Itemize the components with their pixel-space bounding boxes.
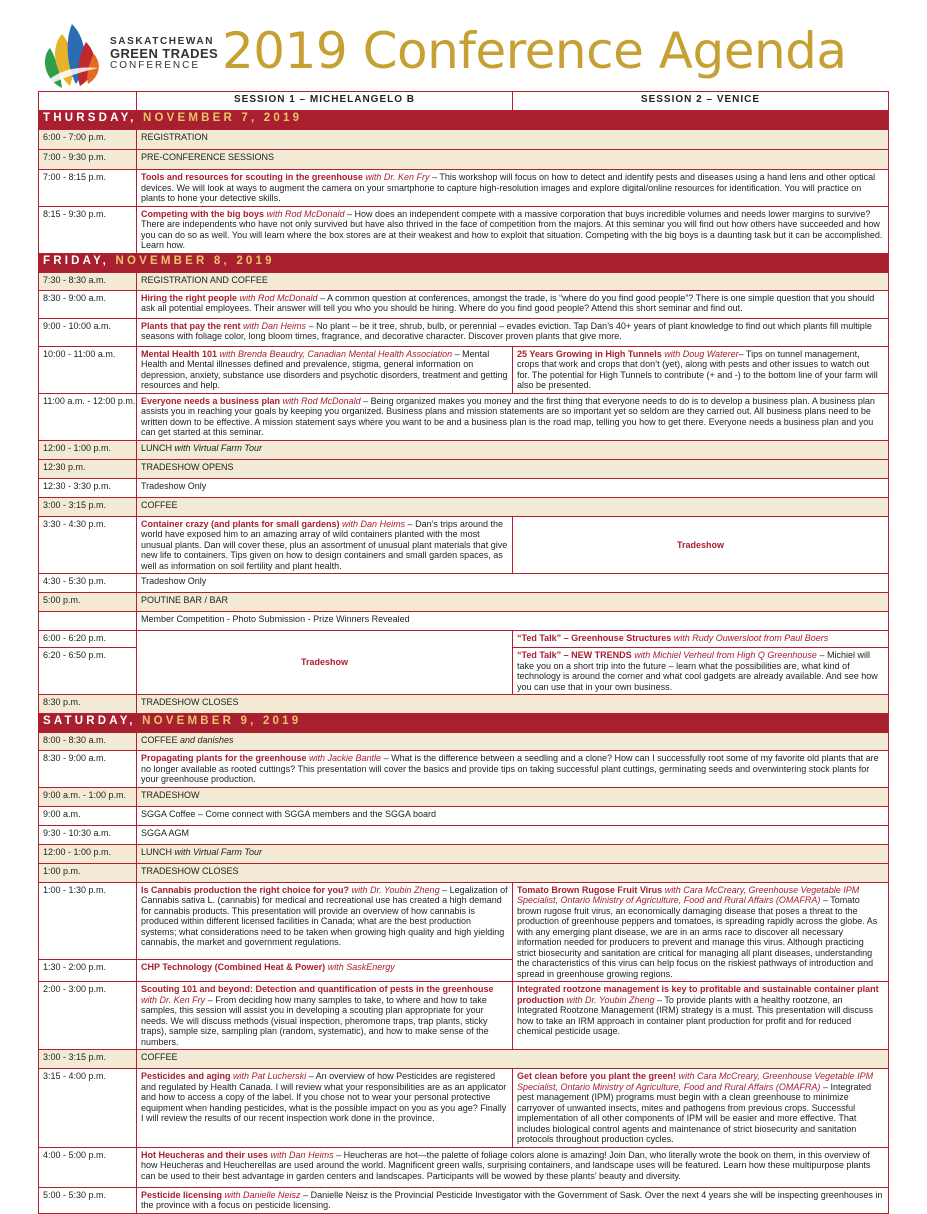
session-title: Pesticides and aging xyxy=(141,1071,231,1081)
session-2-entry xyxy=(513,882,889,982)
session-title: Hot Heucheras and their uses xyxy=(141,1149,269,1160)
session-speaker: with Pat Lucherski xyxy=(230,1071,307,1081)
row-label: REGISTRATION AND COFFEE xyxy=(137,272,889,290)
row-label: TRADESHOW OPENS xyxy=(137,459,889,478)
row-time xyxy=(39,612,137,631)
session-description: – From deciding how many samples to take, to where and how to take samples, this session will assist you in developing a scouting plan appropriate for your needs. We will discuss methods (visual inspection, pheromone traps, trap plants, sticky traps), sample size, sampling plan (random, systematic), and how to make sense of the numbers. xyxy=(141,994,489,1047)
org-line-2: GREEN TRADES xyxy=(110,46,219,61)
session-description: – Danielle Neisz is the Provincial Pesticide Investigator with the Government of Sask. Over the next 4 years she will be inspecting greenhouses in the province with a focus on pesticide licensing. xyxy=(141,1189,883,1210)
row-time: 3:00 - 3:15 p.m. xyxy=(39,497,137,516)
agenda-row xyxy=(39,1050,889,1069)
tradeshow-block: Tradeshow xyxy=(137,631,513,695)
agenda-row xyxy=(39,290,889,318)
session-speaker: with Dr. Ken Fry xyxy=(141,994,206,1005)
agenda-row xyxy=(39,844,889,863)
session-entry xyxy=(137,206,889,253)
agenda-row xyxy=(39,733,889,751)
session-description: – What is the difference between a seedling and a clone? How can I successfully root some of my favorite old plants that are no longer available as rooted cuttings? This presentation will cover the basics and provide tips on taking successful plant cuttings, germinating seeds and overwintering stock plants for your greenhouse production. xyxy=(141,753,879,784)
row-time: 8:30 p.m. xyxy=(39,695,137,714)
row-label xyxy=(137,440,889,459)
row-label: COFFEE xyxy=(137,497,889,516)
session-speaker: with Cara McCreary, Greenhouse Vegetable IPM Specialist, Ontario Ministry of Agriculture, Food and Rural Affairs (OMAFRA) xyxy=(517,884,860,905)
row-time: 9:00 - 10:00 a.m. xyxy=(39,318,137,346)
sggtc-leaf-logo xyxy=(36,20,104,92)
agenda-row xyxy=(39,882,889,960)
session-1-entry xyxy=(137,516,513,574)
agenda-row xyxy=(39,346,889,393)
row-label: Tradeshow Only xyxy=(137,574,889,593)
row-time: 11:00 a.m. - 12:00 p.m. xyxy=(39,393,137,440)
row-time: 8:00 - 8:30 a.m. xyxy=(39,733,137,751)
day-header-saturday xyxy=(39,714,889,733)
agenda-row xyxy=(39,478,889,497)
time-column-header xyxy=(39,92,137,111)
agenda-row xyxy=(39,806,889,825)
day-date: NOVEMBER 8, 2019 xyxy=(115,254,275,267)
session-title: “Ted Talk” – Greenhouse Structures xyxy=(517,633,672,643)
session-speaker: with Rod McDonald xyxy=(237,292,318,303)
agenda-row xyxy=(39,574,889,593)
row-time: 8:30 - 9:00 a.m. xyxy=(39,290,137,318)
session-title: Scouting 101 and beyond: Detection and quantification of pests in the greenhouse xyxy=(141,984,494,994)
row-time: 9:30 - 10:30 a.m. xyxy=(39,825,137,844)
row-time: 9:00 a.m. xyxy=(39,806,137,825)
row-time: 9:00 a.m. - 1:00 p.m. xyxy=(39,787,137,806)
row-time: 1:00 p.m. xyxy=(39,863,137,882)
session-entry xyxy=(137,318,889,346)
row-time: 8:15 - 9:30 p.m. xyxy=(39,206,137,253)
session-description: – Mental Health and Mental illnesses defined and prevalence, stigma, general information on depression, anxiety, substance use disorders and psychotic disorders, treatment and getting resources and help. xyxy=(141,348,508,390)
session-description: – Michiel will take you on a short trip into the future – learn what the possibilities are, what kind of technology is around the corner and what cool gadgets are already available. And see how you can use that in your own business. xyxy=(517,650,878,692)
row-label: POUTINE BAR / BAR xyxy=(137,593,889,612)
row-label: Tradeshow Only xyxy=(137,478,889,497)
day-weekday: SATURDAY, xyxy=(43,715,136,727)
agenda-row xyxy=(39,1187,889,1213)
session-entry xyxy=(137,393,889,440)
session-description: – How does an independent compete with a massive corporation that buys incredible volumes and needs lower margins to survive? There are independents who have not only survived but have also thrived in the face of competition from the majors. At this seminar you will find out how others have succeeded and how you can do so as well. You will learn where the box stores are at their weakest and how to exploit that situation. Competing with the big boys is a daunting task but it can be accomplished. Learn how. xyxy=(141,208,883,250)
agenda-row xyxy=(39,440,889,459)
session-2-entry xyxy=(513,346,889,393)
session-description: – Heucheras are hot—the palette of foliage colors alone is amazing! Join Dan, who literally wrote the book on them, in this overview of how Heucheras and Heucherellas are used around the world. Magnificent green walls, surprising containers, and landscape uses will be featured. Learn how these multipurpose plants can be used to their best advantage in garden centers and landscapes. Participants will be wowed by these plants’ beauty and diversity. xyxy=(141,1149,871,1181)
row-label: TRADESHOW CLOSES xyxy=(137,863,889,882)
session-1-entry xyxy=(137,882,513,960)
session-2-entry xyxy=(513,631,889,648)
day-header-thursday xyxy=(39,111,889,130)
day-date: NOVEMBER 9, 2019 xyxy=(142,715,302,727)
row-time: 3:15 - 4:00 p.m. xyxy=(39,1069,137,1148)
agenda-row xyxy=(39,497,889,516)
session-2-entry xyxy=(513,1069,889,1148)
session-1-entry xyxy=(137,346,513,393)
row-label: TRADESHOW xyxy=(137,787,889,806)
row-time: 6:20 - 6:50 p.m. xyxy=(39,648,137,695)
session-speaker: with Rod McDonald xyxy=(280,395,361,406)
session-1-entry xyxy=(137,1069,513,1148)
row-time: 7:00 - 8:15 p.m. xyxy=(39,170,137,207)
org-line-1: SASKATCHEWAN xyxy=(110,36,215,47)
session-speaker: with Dan Heims xyxy=(268,1149,334,1160)
session-entry xyxy=(137,290,889,318)
header xyxy=(0,0,927,90)
row-time: 2:00 - 3:00 p.m. xyxy=(39,982,137,1050)
row-label: COFFEE xyxy=(137,1050,889,1069)
row-label-text: LUNCH xyxy=(141,846,173,857)
row-time: 12:30 p.m. xyxy=(39,459,137,478)
row-time: 5:00 p.m. xyxy=(39,593,137,612)
row-time: 3:00 - 3:15 p.m. xyxy=(39,1050,137,1069)
row-label: TRADESHOW CLOSES xyxy=(137,695,889,714)
session-title: CHP Technology (Combined Heat & Power) xyxy=(141,962,326,973)
agenda-row xyxy=(39,459,889,478)
agenda-table xyxy=(38,91,889,1214)
row-label: Member Competition - Photo Submission - Prize Winners Revealed xyxy=(137,612,889,631)
row-label-text: COFFEE xyxy=(141,735,178,745)
day-weekday: FRIDAY, xyxy=(43,254,110,267)
row-label xyxy=(137,844,889,863)
row-time: 12:00 - 1:00 p.m. xyxy=(39,440,137,459)
session-speaker: with Michiel Verheul from High Q Greenhouse xyxy=(631,650,817,660)
agenda-row xyxy=(39,1147,889,1187)
session-description: – Integrated pest management (IPM) programs must begin with a clean greenhouse to minimize carryover of unwanted insects, mites and pathogens from previous crops. Successful implementation of all other components of IPM will be easier and more effective. That includes biological control agents and maintenance of strict biosecurity and sanitation protocols throughout production cycles. xyxy=(517,1081,871,1144)
row-label-italic: with Virtual Farm Tour xyxy=(172,442,263,453)
row-time: 6:00 - 6:20 p.m. xyxy=(39,631,137,648)
agenda-row xyxy=(39,863,889,882)
session-title: Plants that pay the rent xyxy=(141,320,241,331)
session-entry xyxy=(137,1147,889,1187)
session-description: – A common question at conferences, amongst the trade, is “where do you find good people”? There is one simple question that you should ask all potential employees. Their answer will tell you who you should be hiring. Where do you find good people? Attend this short seminar and find out. xyxy=(141,292,875,313)
page-title: 2019 Conference Agenda xyxy=(222,22,847,80)
session-entry xyxy=(137,170,889,207)
session-title: 25 Years Growing in High Tunnels xyxy=(517,348,662,359)
session-speaker: with Cara McCreary, Greenhouse Vegetable IPM Specialist, Ontario Ministry of Agriculture, Food and Rural Affairs (OMAFRA) xyxy=(517,1071,874,1092)
agenda-row xyxy=(39,593,889,612)
row-label: PRE-CONFERENCE SESSIONS xyxy=(137,150,889,170)
row-time: 7:30 - 8:30 a.m. xyxy=(39,272,137,290)
session-title: Propagating plants for the greenhouse xyxy=(141,753,307,763)
session-speaker: with Jackie Bantle xyxy=(306,753,382,763)
session-description: – To provide plants with a healthy rootzone, an Integrated Rootzone Management (IRM) strategy is a must. This presentation will discuss how to take an IRM approach in container plant production for profit and for reduced chemical pesticide usage. xyxy=(517,994,873,1036)
row-label-text: LUNCH xyxy=(141,442,173,453)
row-label xyxy=(137,733,889,751)
session-speaker: with Dan Heims xyxy=(339,518,406,529)
row-time: 4:00 - 5:00 p.m. xyxy=(39,1147,137,1187)
session-speaker: with Dan Heims xyxy=(240,320,307,331)
day-weekday: THURSDAY, xyxy=(43,112,137,124)
session-1-entry xyxy=(137,982,513,1050)
day-date: NOVEMBER 7, 2019 xyxy=(142,112,303,124)
session-title: Integrated rootzone management is key to profitable and sustainable container plant production xyxy=(517,984,879,1005)
session-description: – No plant – be it tree, shrub, bulb, or perennial – evades eviction. Tap Dan’s 40+ years of plant knowledge to find out which plants fill multiple seasons with foliage color, long bloom times, fragrance, and decorative character. Discover proven plants that give more. xyxy=(141,320,872,341)
agenda-row xyxy=(39,130,889,150)
agenda-row xyxy=(39,516,889,574)
row-time: 6:00 - 7:00 p.m. xyxy=(39,130,137,150)
session-entry xyxy=(137,751,889,788)
agenda-row xyxy=(39,695,889,714)
row-time: 7:00 - 9:30 p.m. xyxy=(39,150,137,170)
session-1-header: SESSION 1 – MICHELANGELO B xyxy=(137,92,513,111)
tradeshow-block: Tradeshow xyxy=(513,516,889,574)
row-label: SGGA AGM xyxy=(137,825,889,844)
agenda-row xyxy=(39,1069,889,1148)
agenda-row xyxy=(39,751,889,788)
session-title: Container crazy (and plants for small gardens) xyxy=(141,518,340,529)
row-time: 12:30 - 3:30 p.m. xyxy=(39,478,137,497)
session-header-row xyxy=(39,92,889,111)
row-label-italic: with Virtual Farm Tour xyxy=(172,846,263,857)
session-title: “Ted Talk” – NEW TRENDS xyxy=(517,650,632,660)
session-title: Hiring the right people xyxy=(141,292,237,303)
agenda-row xyxy=(39,393,889,440)
session-description: – Being organized makes you money and the first thing that everyone needs to do is to develop a business plan. A business plan assists you in reaching your goals by keeping you organized. Business plans and mission statements are so important yet so seldom are they carried out. All business plans need to be written down to be effective. A mission statement says where you want to be and a business plan is the road map, telling you how to get there. Everyone needs a business plan and you can get started at this seminar. xyxy=(141,395,875,437)
organization-name xyxy=(110,36,218,72)
row-time: 4:30 - 5:30 p.m. xyxy=(39,574,137,593)
agenda-row xyxy=(39,206,889,253)
row-time: 8:30 - 9:00 a.m. xyxy=(39,751,137,788)
row-time: 5:00 - 5:30 p.m. xyxy=(39,1187,137,1213)
session-description: – This workshop will focus on how to detect and identify pests and diseases using a hand lens and other optical devices. We will look at ways to augment the camera on your smartphone to capture high-resolution images and explore digital/online resources for identification. You will practice on plants to hone your detective skills. xyxy=(141,172,876,203)
agenda-row xyxy=(39,982,889,1050)
session-speaker: with Rod McDonald xyxy=(264,208,345,219)
row-time: 1:00 - 1:30 p.m. xyxy=(39,882,137,960)
session-2-entry xyxy=(513,982,889,1050)
session-speaker: with Dr. Ken Fry xyxy=(362,172,430,182)
session-speaker: with SaskEnergy xyxy=(325,962,395,973)
agenda-row xyxy=(39,631,889,648)
session-entry xyxy=(137,1187,889,1213)
org-line-3: CONFERENCE xyxy=(110,60,201,71)
session-title: Competing with the big boys xyxy=(141,208,264,219)
session-speaker: with Dr. Youbin Zheng xyxy=(349,884,440,895)
session-title: Is Cannabis production the right choice for you? xyxy=(141,884,350,895)
agenda-row xyxy=(39,318,889,346)
row-time: 12:00 - 1:00 p.m. xyxy=(39,844,137,863)
session-2-header: SESSION 2 – VENICE xyxy=(513,92,889,111)
agenda-row xyxy=(39,825,889,844)
session-title: Tomato Brown Rugose Fruit Virus xyxy=(517,884,663,895)
agenda-row xyxy=(39,787,889,806)
session-1-entry xyxy=(137,960,513,982)
agenda-row xyxy=(39,272,889,290)
session-title: Tools and resources for scouting in the greenhouse xyxy=(141,172,363,182)
session-title: Get clean before you plant the green! xyxy=(517,1071,677,1081)
session-speaker: with Danielle Neisz xyxy=(222,1189,301,1200)
session-description: – Tips on tunnel management, crops that work and crops that don’t (yet), along with pests and other issues to watch out for. The potential for High Tunnels to contribute (+ and -) to the bottom line of your farm will also be presented. xyxy=(517,348,878,390)
session-speaker: with Dr. Youbin Zheng xyxy=(564,994,655,1005)
session-description: – An overview of how Pesticides are registered and regulated by Health Canada. I will review what your responsibilities are as an applicator and how to access a copy of the label. If you chose not to wear your personal protective equipment when handing pesticides, what is the possible impact on you as you age? Finally I will review the results of our recent inspection work done in the province. xyxy=(141,1071,507,1123)
agenda-row xyxy=(39,150,889,170)
row-time: 1:30 - 2:00 p.m. xyxy=(39,960,137,982)
session-2-entry xyxy=(513,648,889,695)
session-speaker: with Brenda Beaudry, Canadian Mental Health Association xyxy=(217,348,453,359)
row-label: REGISTRATION xyxy=(137,130,889,150)
session-title: Everyone needs a business plan xyxy=(141,395,281,406)
row-label-italic: and danishes xyxy=(177,735,234,745)
agenda-row xyxy=(39,170,889,207)
session-description: – Tomato brown rugose fruit virus, an economically damaging disease that poses a threat to the production of greenhouse peppers and tomatoes, is spreading rapidly across the globe. As with any emerging plant disease, we are in an arms race to discover all necessary information needed for producers to prevent and manage this virus. Although practicing strict biosecurity and sanitation are critical for managing all plant diseases, understanding the characteristics of this virus can help focus on the riskiest pathways of introduction and spread in greenhouse growing regions. xyxy=(517,895,878,979)
session-title: Pesticide licensing xyxy=(141,1189,223,1200)
session-title: Mental Health 101 xyxy=(141,348,218,359)
row-time: 3:30 - 4:30 p.m. xyxy=(39,516,137,574)
row-label: SGGA Coffee – Come connect with SGGA members and the SGGA board xyxy=(137,806,889,825)
row-time: 10:00 - 11:00 a.m. xyxy=(39,346,137,393)
session-speaker: with Rudy Ouwersloot from Paul Boers xyxy=(671,633,829,643)
day-header-friday xyxy=(39,253,889,272)
session-description: – Legalization of Cannabis sativa L. (cannabis) for medical and recreational use has created a high demand for cannabis products. This presentation will provide an overview of how cannabis is produced within different licensed facilities in Canada; what are the best production systems; what considerations need to be taken when growing high quality and high yielding cannabis, the market and government regulations. xyxy=(141,884,508,947)
session-description: – Dan’s trips around the world have exposed him to an amazing array of wild containers planted with the most unusual plants. Dan will cover these, plus an assortment of unusual plant materials that give new life to containers. Tips given on how to design containers and small garden spaces, as well as information on soil fertility and plant health. xyxy=(141,518,508,571)
agenda-row xyxy=(39,612,889,631)
session-speaker: with Doug Waterer xyxy=(661,348,739,359)
